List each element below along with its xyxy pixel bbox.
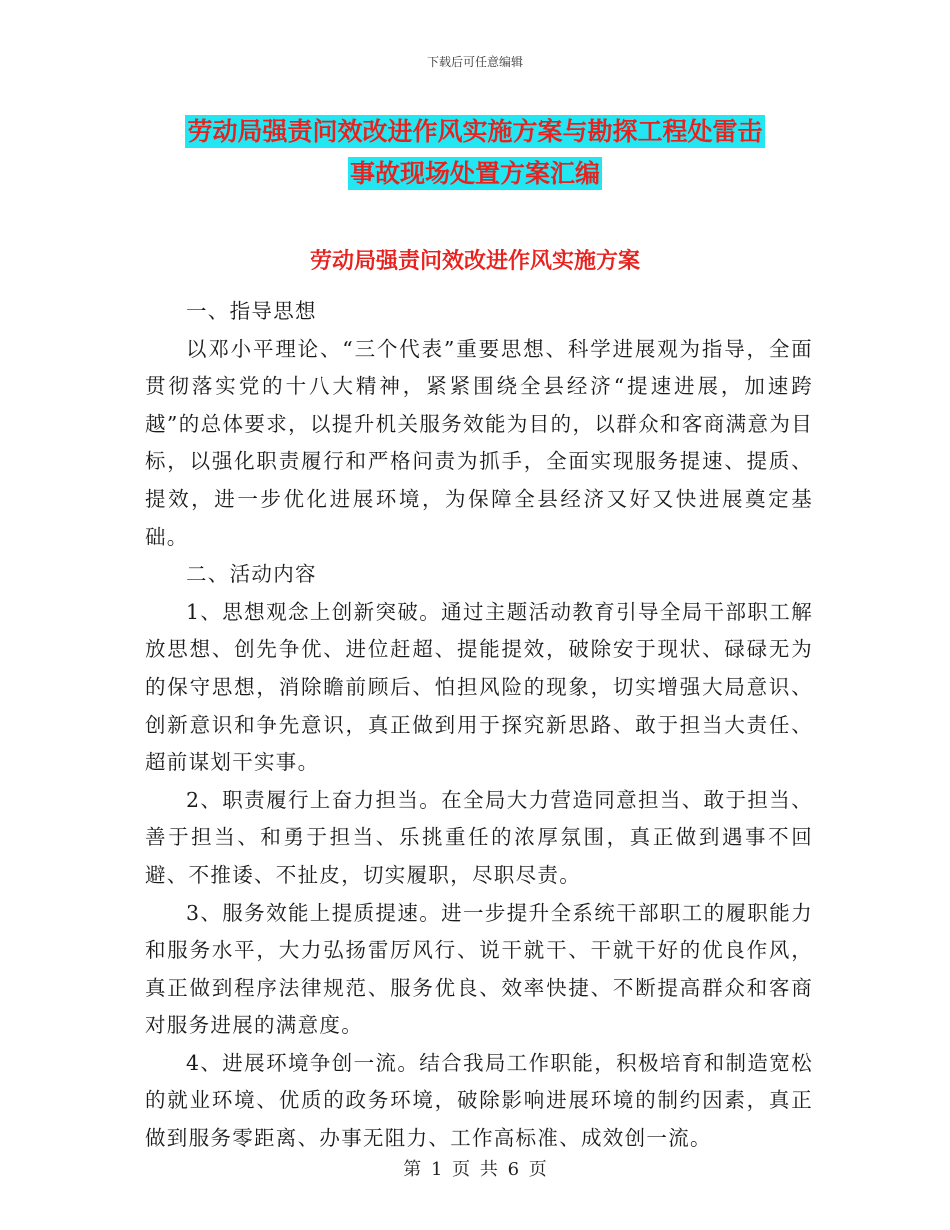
header-note: 下载后可任意编辑 xyxy=(426,55,523,69)
heading-guiding-ideology: 一、指导思想 xyxy=(186,299,317,323)
document-body xyxy=(145,293,813,1158)
paragraph-item-1: 1、思想观念上创新突破。通过主题活动教育引导全局干部职工解放思想、创先争优、进位赶超、提能提效，破除安于现状、碌碌无为的保守思想，消除瞻前顾后、怕担风险的现象，切实增强大局意识、创新意识和争先意识，真正做到用于探究新思路、敢于担当大责任、超前谋划干实事。 xyxy=(145,599,813,775)
paragraph-item-2: 2、职责履行上奋力担当。在全局大力营造同意担当、敢于担当、善于担当、和勇于担当、乐挑重任的浓厚氛围，真正做到遇事不回避、不推诿、不扯皮，切实履职，尽职尽责。 xyxy=(145,787,813,887)
paragraph-guiding-ideology: 以邓小平理论、“三个代表”重要思想、科学进展观为指导，全面贯彻落实党的十八大精神，紧紧围绕全县经济“提速进展，加速跨越”的总体要求，以提升机关服务效能为目的，以群众和客商满意为目标，以强化职责履行和严格问责为抓手，全面实现服务提速、提质、提效，进一步优化进展环境，为保障全县经济又好又快进展奠定基础。 xyxy=(145,336,813,549)
page-footer: 第 1 页 共 6 页 xyxy=(403,1159,547,1180)
document-title-line-2 xyxy=(150,146,800,202)
heading-activity-content: 二、活动内容 xyxy=(186,562,317,587)
document-title-text-2: 事故现场处置方案汇编 xyxy=(349,159,600,188)
section-title: 劳动局强责问效改进作风实施方案 xyxy=(309,248,640,274)
paragraph-item-3: 3、服务效能上提质提速。进一步提升全系统干部职工的履职能力和服务水平，大力弘扬雷厉风行、说干就干、干就干好的优良作风，真正做到程序法律规范、服务优良、效率快捷、不断提高群众和客商对服务进展的满意度。 xyxy=(145,900,813,1038)
paragraph-item-4: 4、进展环境争创一流。结合我局工作职能，积极培育和制造宽松的就业环境、优质的政务环境，破除影响进展环境的制约因素，真正做到服务零距离、办事无阻力、工作高标准、成效创一流。 xyxy=(145,1050,813,1151)
document-title-text-1: 劳动局强责问效改进作风实施方案与勘探工程处雷击 xyxy=(187,117,763,146)
